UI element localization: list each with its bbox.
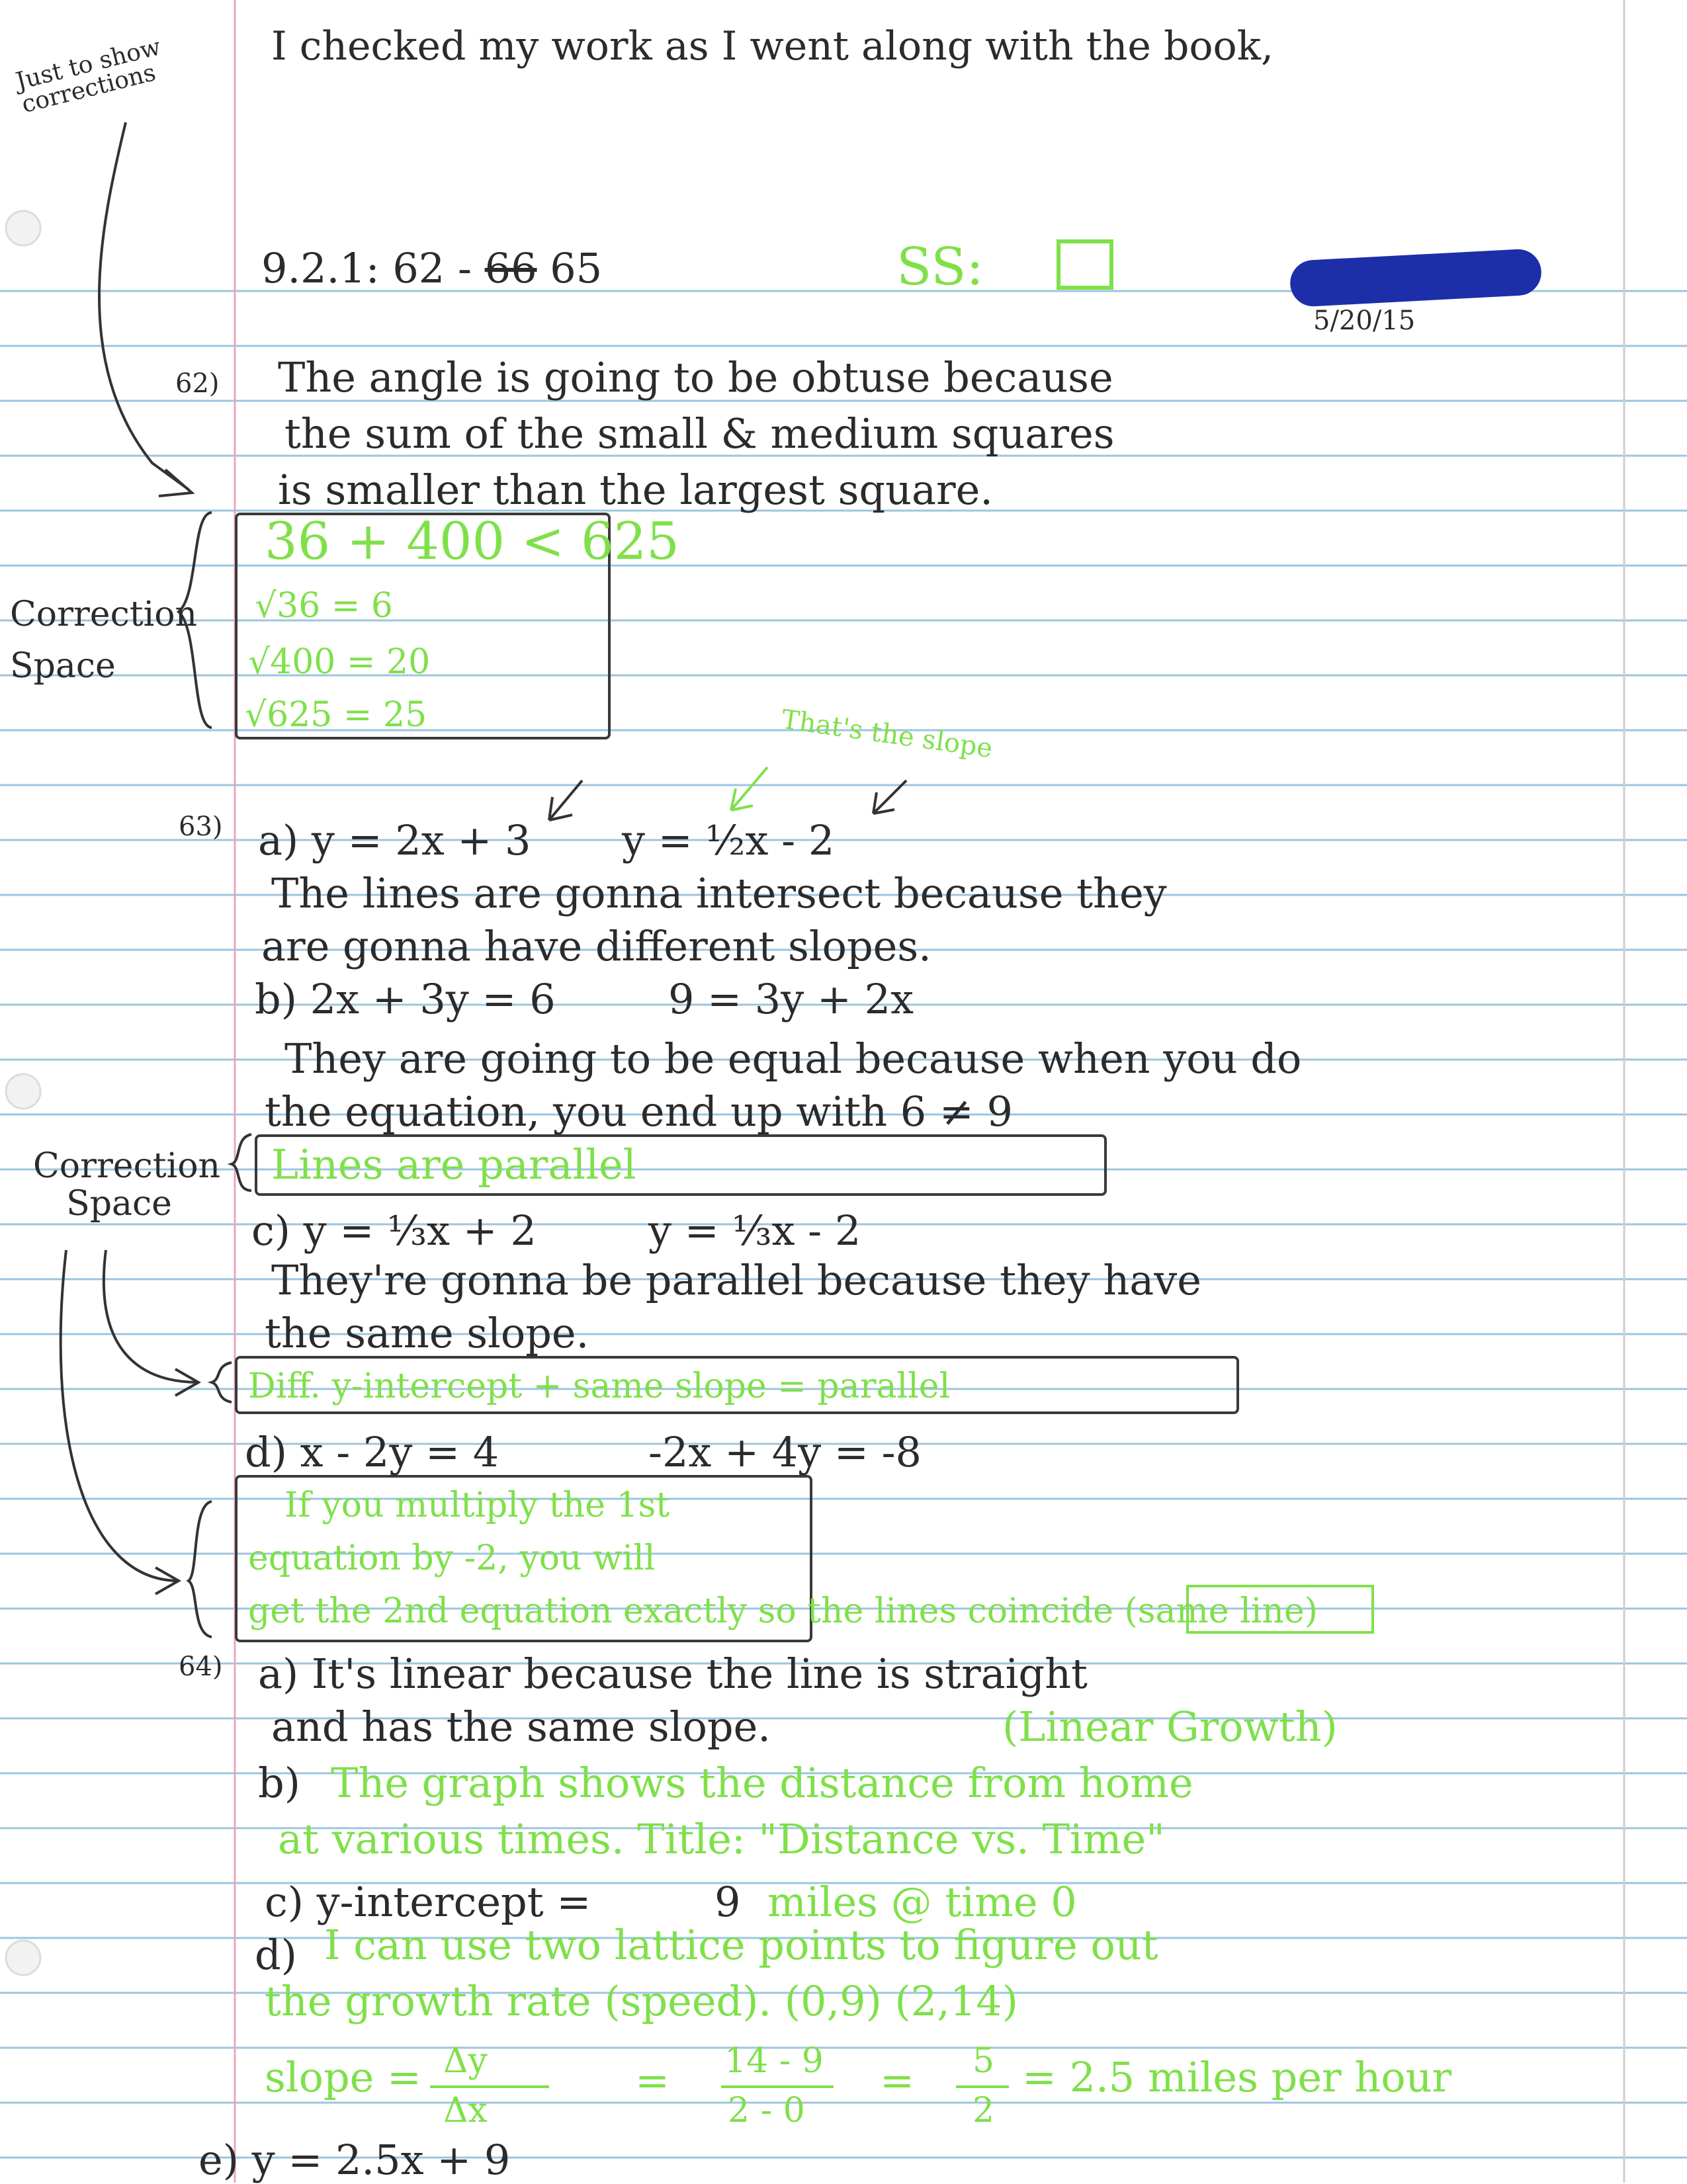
p64-b-label: b)	[258, 1759, 300, 1807]
p63-c-correction: Diff. y-intercept + same slope = parallel	[248, 1366, 951, 1406]
p64-d-line1: I can use two lattice points to figure out	[324, 1921, 1158, 1969]
p63-a-line1: The lines are gonna intersect because they	[271, 869, 1167, 917]
problem-63-number: 63)	[179, 812, 223, 842]
p64-slope-label: slope =	[265, 2053, 422, 2101]
p63-b-line1: They are going to be equal because when you do	[284, 1034, 1302, 1083]
p64-result: = 2.5 miles per hour	[1022, 2053, 1452, 2101]
p63-a-eq1: a) y = 2x + 3	[258, 816, 531, 864]
p62-calc1: √36 = 6	[255, 586, 394, 626]
p63-c-eq1: c) y = ⅓x + 2	[251, 1206, 537, 1255]
arrow-icon	[549, 780, 582, 820]
p62-calc2: √400 = 20	[248, 642, 431, 682]
arrowhead-icon	[159, 470, 192, 496]
p62-line3: is smaller than the largest square.	[278, 466, 994, 514]
assignment-label	[261, 244, 603, 292]
p64-frac-top: Δy	[443, 2041, 488, 2081]
p64-frac-bot: Δx	[443, 2091, 488, 2130]
p64-c-line: c) y-intercept =	[265, 1878, 591, 1926]
p64-equals1: =	[635, 2056, 670, 2105]
p63-c-line1: They're gonna be parallel because they have	[271, 1256, 1201, 1304]
p63-b-correction: Lines are parallel	[271, 1140, 636, 1189]
p62-line2: the sum of the small & medium squares	[284, 409, 1115, 458]
p63-d-correction2: equation by -2, you will	[248, 1538, 656, 1578]
p63-c-eq2: y = ⅓x - 2	[648, 1206, 861, 1255]
p64-calc-bot: 2 - 0	[728, 2091, 805, 2130]
top-note: I checked my work as I went along with the book,	[271, 23, 1274, 69]
p62-calc3: √625 = 25	[245, 695, 427, 735]
crossed-number: 66	[484, 244, 537, 292]
p64-calc-top: 14 - 9	[724, 2041, 824, 2081]
p62-line1: The angle is going to be obtuse because	[278, 353, 1113, 401]
p63-b-eq2: 9 = 3y + 2x	[668, 975, 914, 1023]
brace-d	[189, 1501, 212, 1637]
p63-d-correction3: get the 2nd equation exactly so the lines coincide (same line)	[248, 1591, 1318, 1631]
p62-correction: 36 + 400 < 625	[265, 512, 679, 571]
p64-e-line: e) y = 2.5x + 9	[198, 2136, 511, 2184]
p64-b-line2: at various times. Title: "Distance vs. Time"	[278, 1815, 1165, 1863]
p63-a-eq2: y = ½x - 2	[622, 816, 835, 864]
problem-62-number: 62)	[175, 368, 220, 399]
side-note-arrow	[99, 122, 189, 489]
p64-c-green: miles @ time 0	[767, 1878, 1077, 1926]
that-slope-note: That's the slope	[779, 704, 995, 765]
p63-b-line2: the equation, you end up with 6 ≠ 9	[265, 1087, 1013, 1136]
assignment-end: 65	[550, 244, 603, 292]
p63-b-eq1: b) 2x + 3y = 6	[255, 975, 556, 1023]
ss-label: SS:	[896, 237, 984, 297]
p63-a-line2: are gonna have different slopes.	[261, 922, 931, 970]
p64-equals2: =	[880, 2056, 914, 2105]
p64-d-line2: the growth rate (speed). (0,9) (2,14)	[265, 1977, 1018, 2025]
p64-a-line2: and has the same slope.	[271, 1702, 771, 1751]
p63-d-eq2: -2x + 4y = -8	[648, 1428, 922, 1476]
ss-box-icon	[1059, 241, 1111, 288]
p64-c-value: 9	[714, 1878, 741, 1926]
p63-d-correction1: If you multiply the 1st	[284, 1486, 670, 1525]
correction-arrow	[104, 1250, 198, 1382]
assignment-start: 9.2.1: 62 -	[261, 244, 472, 292]
p64-frac2-top: 5	[973, 2041, 995, 2081]
correction-arrow	[61, 1250, 179, 1581]
problem-64-number: 64)	[179, 1652, 223, 1682]
p64-frac2-bot: 2	[973, 2091, 995, 2130]
side-note: Just to show corrections	[13, 33, 164, 119]
binder-holes	[6, 211, 40, 1975]
p64-a-green: (Linear Growth)	[1002, 1702, 1338, 1751]
p64-b-line1: The graph shows the distance from home	[331, 1759, 1193, 1807]
correction-space-label-2: Correction Space	[33, 1146, 221, 1224]
date: 5/20/15	[1313, 306, 1416, 336]
p64-a-line1: a) It's linear because the line is straight	[258, 1650, 1088, 1698]
p63-c-line2: the same slope.	[265, 1309, 589, 1357]
p63-d-eq1: d) x - 2y = 4	[245, 1428, 499, 1476]
p64-d-label: d)	[255, 1931, 297, 1979]
brace-c	[212, 1363, 232, 1402]
arrow-icon	[731, 767, 767, 810]
correction-space-label-1: Correction Space	[10, 595, 198, 686]
